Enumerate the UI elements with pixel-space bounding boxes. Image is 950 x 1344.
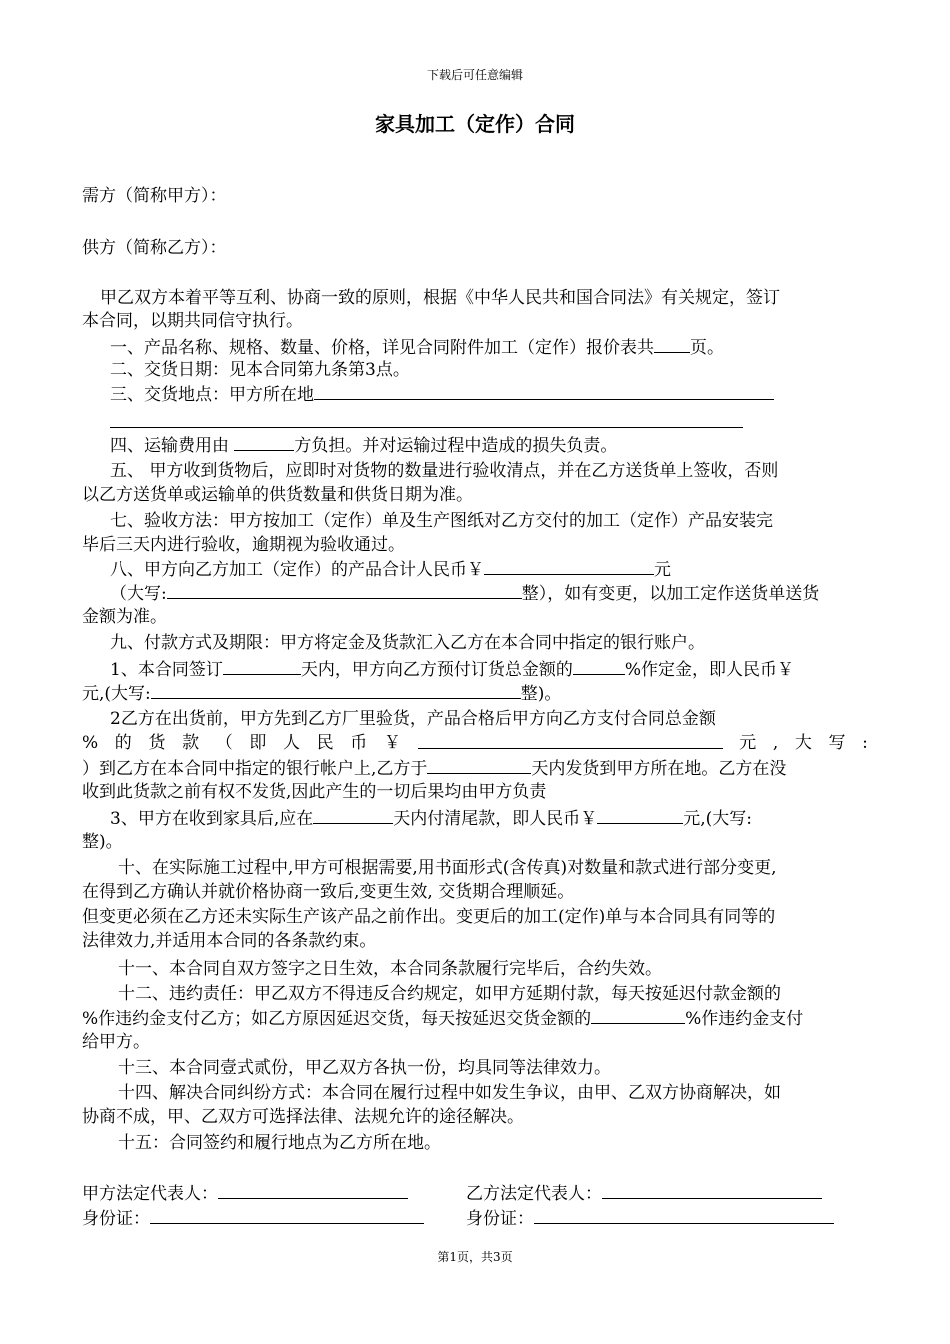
clause-10-line-3: 但变更必须在乙方还未实际生产该产品之前作出。变更后的加工(定作)单与本合同具有同等的 — [82, 907, 776, 927]
party-a-representative-label: 甲方法定代表人： — [82, 1184, 218, 1204]
clause-9-3-line-2: 整)。 — [82, 832, 123, 852]
clause-9-1-line-2 — [82, 682, 561, 705]
intro-line-1: 甲乙双方本着平等互利、协商一致的原则，根据《中华人民共和国合同法》有关规定，签订 — [100, 288, 780, 308]
delivery-place-blank-2 — [110, 427, 743, 428]
clause-9-2-char-10: 元 — [739, 733, 757, 753]
clause-10-line-2: 在得到乙方确认并就价格协商一致后,变更生效, 交货期合理顺延。 — [82, 882, 575, 902]
penalty-percent-blank — [591, 1007, 685, 1024]
clause-9-3-text: 3、甲方在收到家具后,应在 — [110, 809, 314, 829]
clause-8-text: 八、甲方向乙方加工（定作）的产品合计人民币￥ — [110, 560, 484, 580]
clause-5-line-1: 五、 甲方收到货物后，应即时对货物的数量进行验收清点，并在乙方送货单上签收，否则 — [110, 461, 779, 481]
clause-9-2-char-12: 大 — [794, 733, 812, 753]
party-b-label: 供方（简称乙方）： — [82, 238, 227, 258]
clause-9-2-char-7: 民 — [316, 733, 334, 753]
clause-4 — [110, 434, 617, 457]
clause-9-2-char-2: 货 — [148, 733, 166, 753]
clause-9-2-char-13: 写 — [828, 733, 846, 753]
clause-9-2-char-9: ￥ — [383, 733, 401, 753]
clause-1-tail: 页。 — [690, 338, 724, 358]
page-footer: 第1页，共3页 — [437, 1250, 513, 1264]
deposit-percent-blank — [573, 658, 625, 675]
clause-9-2-char-4: （ — [215, 733, 233, 753]
clause-9-2-char-11: , — [772, 733, 779, 753]
clause-7-line-2: 毕后三天内进行验收，逾期视为验收通过。 — [82, 535, 405, 555]
clause-9-1-mid: 天内，甲方向乙方预付订货总金额的 — [300, 660, 573, 680]
clause-9-2-line-4: 收到此货款之前有权不发货,因此产生的一切后果均由甲方负责 — [82, 782, 547, 802]
party-a-id-blank — [150, 1207, 424, 1224]
payment-amount-blank — [418, 732, 723, 749]
clause-9-2-line-2 — [82, 732, 868, 754]
party-b-representative — [466, 1182, 822, 1205]
clause-9-2-tail: 天内发货到甲方所在地。乙方在没 — [531, 759, 787, 779]
clause-4-tail: 方负担。并对运输过程中造成的损失负责。 — [294, 436, 618, 456]
party-b-id — [466, 1207, 834, 1230]
clause-8-unit: 元 — [654, 560, 671, 580]
clause-9-3-mid: 天内付清尾款，即人民币￥ — [393, 809, 598, 829]
clause-8-line-3: 金额为准。 — [82, 607, 167, 627]
delivery-place-blank — [314, 383, 774, 400]
clause-12-line-2 — [82, 1007, 803, 1030]
party-a-label: 需方（简称甲方）： — [82, 186, 227, 206]
clause-14-line-1: 十四、解决合同纠纷方式：本合同在履行过程中如发生争议，由甲、乙双方协商解决，如 — [118, 1083, 781, 1103]
clause-9-2-char-8: 币 — [350, 733, 368, 753]
clause-7-line-1: 七、验收方法：甲方按加工（定作）单及生产图纸对乙方交付的加工（定作）产品安装完 — [110, 511, 773, 531]
clause-12-line-1: 十二、违约责任：甲乙双方不得违反合约规定，如甲方延期付款，每天按延迟付款金额的 — [118, 984, 781, 1004]
clause-9-2-line-1: 2乙方在出货前，甲方先到乙方厂里验货，产品合格后甲方向乙方支付合同总金额 — [110, 709, 716, 729]
clause-12-text: %作违约金支付乙方；如乙方原因延迟交货，每天按延迟交货金额的 — [82, 1009, 592, 1029]
clause-9-2-char-5: 即 — [249, 733, 267, 753]
intro-line-2: 本合同，以期共同信守执行。 — [82, 311, 303, 331]
clause-9-1-end: 整)。 — [520, 684, 562, 704]
ship-days-blank — [427, 757, 531, 774]
clause-9-2-char-6: 人 — [283, 733, 300, 753]
clause-10-line-4: 法律效力,并适用本合同的各条款约束。 — [82, 931, 377, 951]
page-count-blank — [654, 336, 690, 353]
clause-9-2-line-3 — [82, 757, 786, 780]
clause-1-text: 一、产品名称、规格、数量、价格，详见合同附件加工（定作）报价表共 — [110, 338, 654, 358]
party-a-id — [82, 1207, 424, 1230]
clause-9-3-tail: 元,(大写: — [683, 809, 752, 829]
final-payment-amount-blank — [597, 807, 683, 824]
clause-9-1-capital-label: 元,(大写: — [82, 684, 151, 704]
party-a-representative-blank — [218, 1182, 408, 1199]
clause-12-line-3: 给甲方。 — [82, 1032, 150, 1052]
clause-12-tail: %作违约金支付 — [685, 1009, 804, 1029]
clause-1 — [110, 336, 724, 359]
clause-9-1-text: 1、本合同签订 — [110, 660, 223, 680]
clause-5-line-2: 以乙方送货单或运输单的供货数量和供货日期为准。 — [82, 485, 473, 505]
clause-9-1-tail: %作定金，即人民币￥ — [624, 660, 794, 680]
clause-3 — [110, 383, 774, 406]
total-amount-capital-blank — [167, 582, 522, 599]
clause-14-line-2: 协商不成，甲、乙双方可选择法律、法规允许的途径解决。 — [82, 1107, 524, 1127]
freight-party-blank — [234, 434, 294, 451]
party-b-id-blank — [534, 1207, 834, 1224]
deposit-capital-blank — [151, 682, 521, 699]
clause-2: 二、交货日期：见本合同第九条第3点。 — [110, 360, 410, 380]
clause-9: 九、付款方式及期限：甲方将定金及货款汇入乙方在本合同中指定的银行账户。 — [110, 633, 705, 653]
total-amount-blank — [484, 558, 654, 575]
party-a-representative — [82, 1182, 408, 1205]
clause-3-text: 三、交货地点：甲方所在地 — [110, 385, 314, 405]
clause-8-capital-label: （大写: — [110, 584, 167, 604]
clause-9-2-char-3: 款 — [182, 733, 200, 753]
clause-9-2-text: ）到乙方在本合同中指定的银行帐户上,乙方于 — [82, 759, 428, 779]
clause-9-2-char-14: : — [862, 733, 868, 753]
clause-9-1-line-1 — [110, 658, 794, 681]
clause-11: 十一、本合同自双方签字之日生效，本合同条款履行完毕后，合约失效。 — [118, 959, 662, 979]
clause-9-2-char-0: % — [82, 733, 99, 753]
clause-9-2-char-1: 的 — [114, 733, 132, 753]
clause-8-line-2 — [110, 582, 819, 605]
clause-13: 十三、本合同壹式贰份，甲乙双方各执一份，均具同等法律效力。 — [118, 1058, 611, 1078]
page-header: 下载后可任意编辑 — [426, 68, 523, 82]
deposit-days-blank — [223, 658, 301, 675]
party-a-id-label: 身份证： — [82, 1209, 150, 1229]
final-payment-days-blank — [313, 807, 393, 824]
clause-4-text: 四、运输费用由 — [110, 436, 229, 456]
clause-15: 十五：合同签约和履行地点为乙方所在地。 — [118, 1133, 441, 1153]
clause-8-change-text: 整），如有变更，以加工定作送货单送货 — [521, 584, 820, 604]
clause-8-line-1 — [110, 558, 671, 581]
clause-10-line-1: 十、在实际施工过程中,甲方可根据需要,用书面形式(含传真)对数量和款式进行部分变更, — [118, 858, 777, 878]
contract-title: 家具加工（定作）合同 — [375, 112, 575, 136]
party-b-id-label: 身份证： — [466, 1209, 534, 1229]
party-b-representative-blank — [602, 1182, 822, 1199]
party-b-representative-label: 乙方法定代表人： — [466, 1184, 602, 1204]
clause-9-3-line-1 — [110, 807, 752, 830]
